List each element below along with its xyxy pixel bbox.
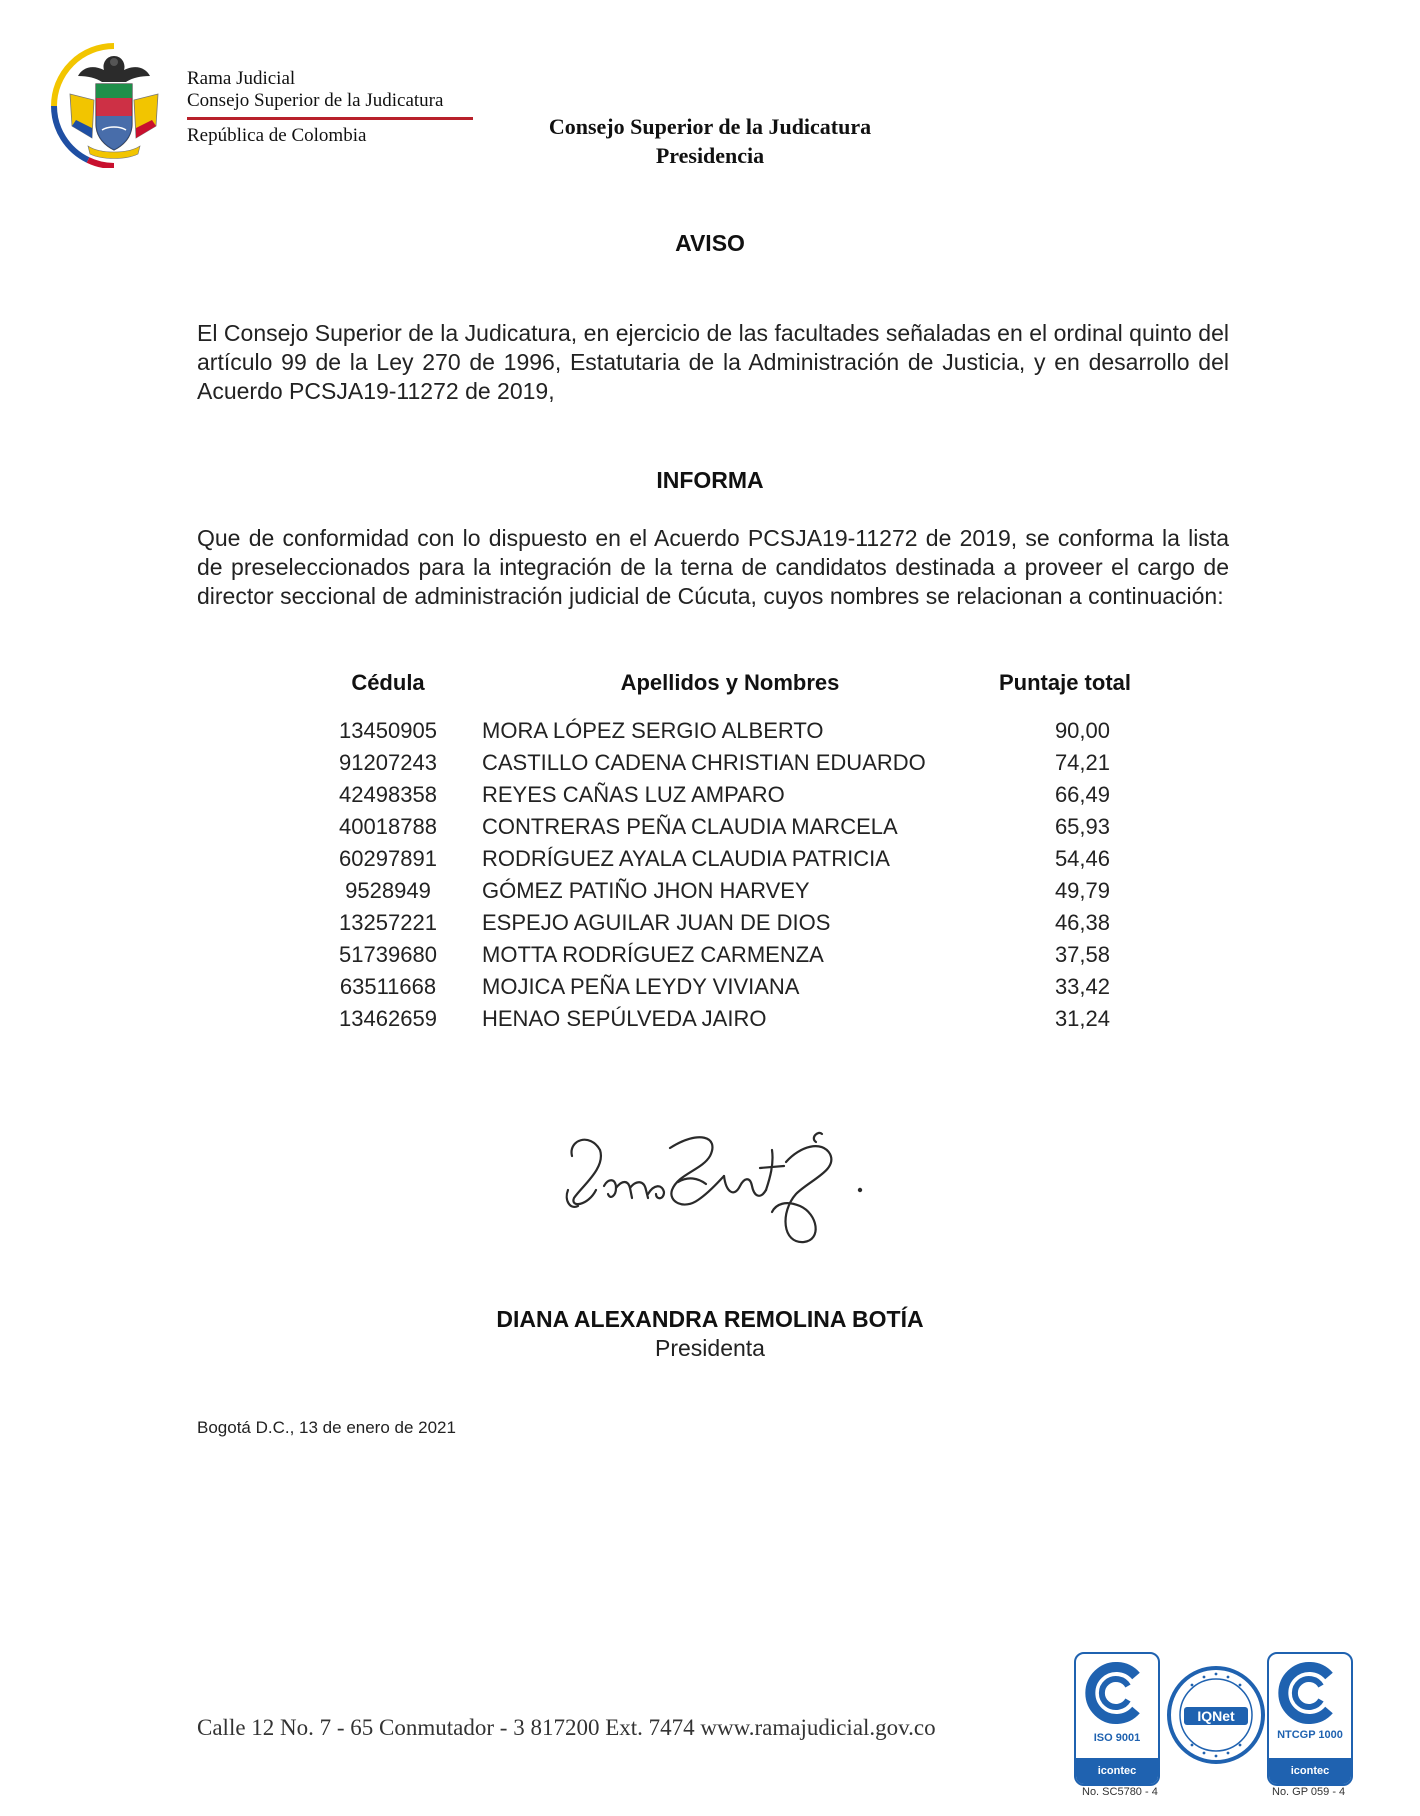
cedula-cell: 13462659 (339, 1006, 437, 1031)
table-row (0, 974, 1420, 1006)
table-row (0, 1006, 1420, 1038)
informa-heading: INFORMA (656, 467, 764, 493)
table-row (0, 718, 1420, 750)
score-cell: 31,24 (1054, 1006, 1110, 1031)
signatory-name: DIANA ALEXANDRA REMOLINA BOTÍA (496, 1306, 924, 1332)
header-subtitle: Presidencia (655, 143, 765, 168)
icontec-logo-icon (1277, 1662, 1339, 1724)
name-cell: CASTILLO CADENA CHRISTIAN EDUARDO (482, 750, 926, 775)
handwritten-signature (560, 1120, 880, 1270)
cedula-cell: 63511668 (339, 974, 437, 999)
cedula-cell: 40018788 (339, 814, 437, 839)
cedula-cell: 91207243 (339, 750, 437, 775)
aviso-paragraph: El Consejo Superior de la Judicatura, en ejercicio de las facultades señaladas en el ordinal quinto del artículo 99 de la Ley 270 de 1996, Estatutaria de la Administración de Justicia, y en desarrollo del Acuerdo PCSJA19-11272 de 2019, (197, 320, 1229, 404)
footer-contact: Calle 12 No. 7 - 65 Conmutador - 3 817200 Ext. 7474 www.ramajudicial.gov.co (197, 1715, 936, 1740)
score-cell: 33,42 (1054, 974, 1110, 999)
logo-text-republica: República de Colombia (187, 125, 367, 146)
table-row (0, 846, 1420, 878)
table-row (0, 782, 1420, 814)
iso-9001-badge (1074, 1652, 1160, 1786)
score-cell: 66,49 (1054, 782, 1110, 807)
aviso-heading: AVISO (675, 230, 745, 256)
table-header-score: Puntaje total (998, 670, 1131, 695)
document-date: Bogotá D.C., 13 de enero de 2021 (197, 1418, 456, 1437)
iso-number: No. SC5780 - 4 (1082, 1786, 1158, 1798)
icontec-logo-icon (1084, 1662, 1146, 1724)
cedula-cell: 51739680 (339, 942, 437, 967)
score-cell: 90,00 (1054, 718, 1110, 743)
score-cell: 37,58 (1054, 942, 1110, 967)
name-cell: MOTTA RODRÍGUEZ CARMENZA (482, 942, 824, 967)
informa-paragraph: Que de conformidad con lo dispuesto en el Acuerdo PCSJA19-11272 de 2019, se conforma la lista de preseleccionados para la integración de la terna de candidatos destinada a proveer el cargo de director seccional de administración judicial de Cúcuta, cuyos nombres se relacionan a continuación: (197, 525, 1229, 609)
name-cell: ESPEJO AGUILAR JUAN DE DIOS (482, 910, 831, 935)
table-row (0, 910, 1420, 942)
name-cell: GÓMEZ PATIÑO JHON HARVEY (482, 878, 810, 903)
ntcgp-number: No. GP 059 - 4 (1272, 1786, 1346, 1798)
table-row (0, 942, 1420, 974)
score-cell: 54,46 (1054, 846, 1110, 871)
logo-text-rama-judicial: Rama Judicial (187, 68, 296, 89)
score-cell: 49,79 (1054, 878, 1110, 903)
name-cell: REYES CAÑAS LUZ AMPARO (482, 782, 785, 807)
iqnet-certified-badge (1166, 1665, 1266, 1765)
score-cell: 46,38 (1054, 910, 1110, 935)
name-cell: MOJICA PEÑA LEYDY VIVIANA (482, 974, 800, 999)
table-row (0, 878, 1420, 910)
ntcgp-1000-badge (1267, 1652, 1353, 1786)
logo-text-consejo: Consejo Superior de la Judicatura (187, 90, 444, 111)
cedula-cell: 42498358 (339, 782, 437, 807)
name-cell: MORA LÓPEZ SERGIO ALBERTO (482, 718, 824, 743)
score-cell: 65,93 (1054, 814, 1110, 839)
iso-issuer: icontec (1076, 1758, 1158, 1784)
table-row (0, 750, 1420, 782)
table-row (0, 814, 1420, 846)
cedula-cell: 9528949 (345, 878, 431, 903)
ntcgp-issuer: icontec (1269, 1758, 1351, 1784)
ntcgp-label: NTCGP 1000 (1277, 1729, 1343, 1741)
iso-label: ISO 9001 (1093, 1732, 1141, 1744)
cedula-cell: 13450905 (339, 718, 437, 743)
score-cell: 74,21 (1054, 750, 1110, 775)
name-cell: HENAO SEPÚLVEDA JAIRO (482, 1006, 767, 1031)
cedula-cell: 60297891 (339, 846, 437, 871)
table-header-cedula: Cédula (351, 670, 425, 695)
signatory-role: Presidenta (655, 1335, 765, 1361)
cedula-cell: 13257221 (339, 910, 437, 935)
header-title: Consejo Superior de la Judicatura (548, 114, 872, 139)
candidates-table (0, 718, 1420, 1038)
name-cell: CONTRERAS PEÑA CLAUDIA MARCELA (482, 814, 898, 839)
table-header-names: Apellidos y Nombres (620, 670, 840, 695)
iqnet-label: IQNet (1197, 1708, 1235, 1724)
name-cell: RODRÍGUEZ AYALA CLAUDIA PATRICIA (482, 846, 890, 871)
